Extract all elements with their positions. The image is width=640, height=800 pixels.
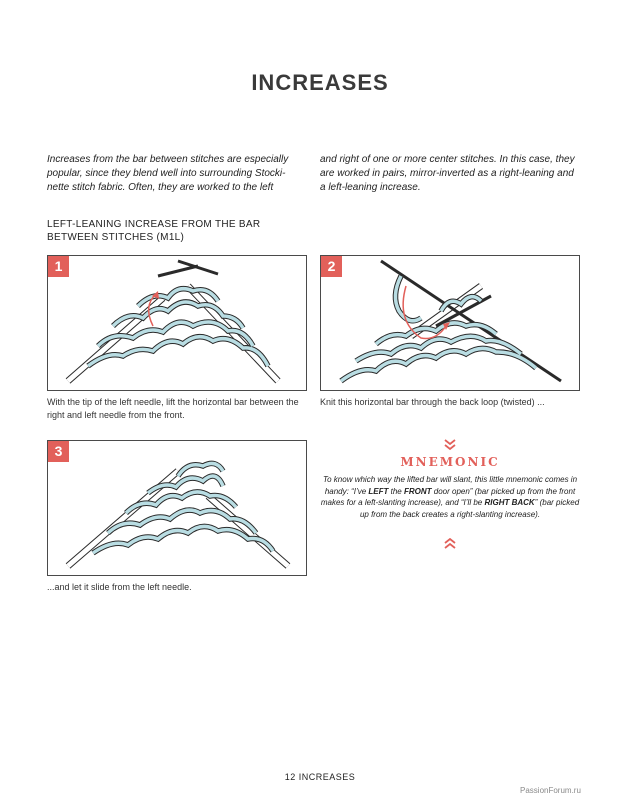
step-1-illustration [47, 255, 307, 391]
page-footer: 12 INCREASES [284, 772, 356, 782]
mnemonic-mid2: door open” (bar picked up from the front makes for a left-slanting increase), and “I’ll be [320, 486, 576, 507]
section-heading-line1: LEFT-LEANING INCREASE FROM THE BAR [47, 219, 261, 230]
knitting-diagram-3 [48, 441, 306, 575]
knitting-diagram-2 [321, 256, 579, 390]
chevron-down-icon [444, 439, 456, 451]
knitting-diagram-1 [48, 256, 306, 390]
intro-paragraph-right: and right of one or more center stitches. In this case, they are worked in pairs, mirror-inverted as a right-leaning and a left-leaning increase. [320, 154, 575, 193]
section-heading [47, 218, 307, 244]
page-title: INCREASES [251, 70, 389, 95]
section-heading-line2: BETWEEN STITCHES (M1L) [47, 232, 185, 243]
step-1-number: 1 [48, 256, 69, 277]
step-2-illustration [320, 255, 580, 391]
mnemonic-left: LEFT [368, 486, 389, 496]
step-2-number: 2 [321, 256, 342, 277]
mnemonic-front: FRONT [403, 486, 432, 496]
mnemonic-title: MNEMONIC [400, 455, 500, 469]
step-3-number: 3 [48, 441, 69, 462]
mnemonic-right-back: RIGHT BACK [484, 498, 535, 507]
mnemonic-end: ” (bar picked up from the back creates a right-slanting increase). [359, 498, 580, 519]
chevron-up-icon [444, 538, 456, 550]
step-2-caption: Knit this horizontal bar through the back loop (twisted) ... [320, 397, 545, 407]
step-3-illustration [47, 440, 307, 576]
intro-paragraph-left: Increases from the bar between stitches are especially popular, since they blend well into surrounding Stocki-nette stitch fabric. Often, they are worked to the left [47, 154, 289, 193]
mnemonic-mid1: the [388, 486, 404, 496]
step-3-caption: ...and let it slide from the left needle. [47, 582, 192, 592]
mnemonic-intro: To know which way the lifted bar will slant, this little mnemonic comes in handy: “I’ve [322, 475, 578, 496]
watermark: PassionForum.ru [520, 786, 581, 795]
mnemonic-text [318, 474, 582, 520]
step-1-caption: With the tip of the left needle, lift the horizontal bar between the right and left needle from the front. [47, 397, 299, 420]
